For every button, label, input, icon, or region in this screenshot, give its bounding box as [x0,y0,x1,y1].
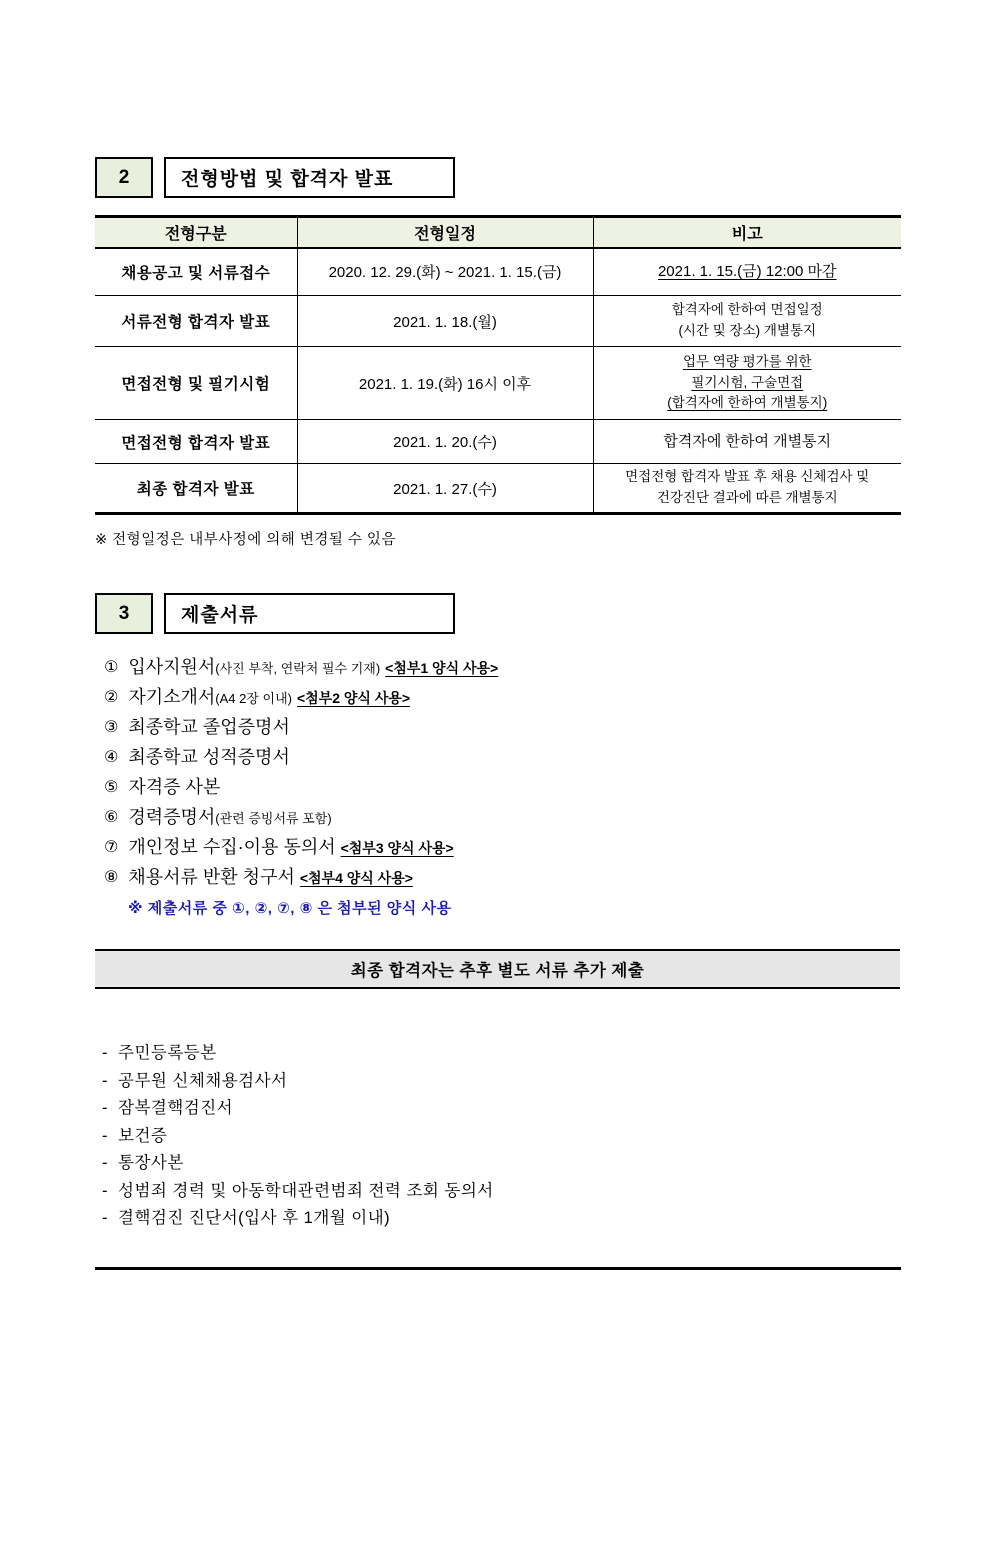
doc-item-4 [104,747,900,769]
dash-marker: - [102,1071,108,1090]
cell-note: 2021. 1. 15.(금) 12:00 마감 [593,248,901,296]
additional-doc-item [102,1123,900,1151]
attached-forms-note: ※ 제출서류 중 ①, ②, ⑦, ⑧ 은 첨부된 양식 사용 [128,900,452,917]
section3-number-badge: 3 [95,593,153,634]
cell-note: 합격자에 한하여 면접일정 (시간 및 장소) 개별통지 [593,296,901,347]
table-row [95,464,901,514]
item-text: 최종학교 성적증명서 [128,747,290,767]
additional-doc-text: 성범죄 경력 및 아동학대관련범죄 전력 조회 동의서 [118,1181,494,1200]
item-text: 경력증명서 [128,807,216,827]
additional-doc-text: 보건증 [118,1126,168,1145]
item-text: 자기소개서 [128,687,216,707]
item-text: 자격증 사본 [128,777,221,797]
doc-item-3 [104,717,900,739]
item-bullet: ③ [104,719,119,736]
dash-marker: - [102,1181,108,1200]
item-bullet: ⑦ [104,839,119,856]
additional-doc-item [102,1205,900,1233]
table-row [95,296,901,347]
section2-title: 전형방법 및 합격자 발표 [164,157,455,198]
col-header-note: 비고 [593,217,901,248]
table-row [95,420,901,464]
dash-marker: - [102,1099,108,1117]
additional-doc-text: 공무원 신체채용검사서 [118,1071,288,1090]
item-subtext: (관련 증빙서류 포함) [215,811,332,826]
cell-schedule: 2021. 1. 27.(수) [297,464,593,514]
submission-doc-list [104,657,900,918]
additional-doc-text: 결핵검진 진단서(입사 후 1개월 이내) [118,1209,391,1227]
doc-item-2 [104,687,900,709]
schedule-footnote: ※ 전형일정은 내부사정에 의해 변경될 수 있음 [95,532,396,548]
item-attachment-note: <첨부4 양식 사용> [299,870,413,886]
doc-item-8 [104,867,900,889]
table-row [95,248,901,296]
cell-schedule: 2021. 1. 20.(수) [297,420,593,464]
additional-doc-text: 잠복결핵검진서 [118,1099,234,1117]
additional-doc-item [102,1178,900,1206]
item-bullet: ① [104,659,119,676]
item-bullet: ② [104,689,119,706]
additional-doc-text: 통장사본 [118,1154,184,1172]
final-pass-banner: 최종 합격자는 추후 별도 서류 추가 제출 [95,949,900,989]
dash-marker: - [102,1044,108,1062]
section3-title: 제출서류 [164,593,455,634]
item-text: 개인정보 수집·이용 동의서 [128,837,336,857]
additional-doc-list [102,1040,900,1233]
selection-schedule-table [95,215,901,515]
dash-marker: - [102,1154,108,1172]
item-attachment-note: <첨부3 양식 사용> [340,840,454,856]
additional-doc-item [102,1068,900,1096]
cell-category: 최종 합격자 발표 [136,481,255,498]
doc-item-7 [104,837,900,859]
item-bullet: ⑥ [104,809,119,826]
item-bullet: ⑤ [104,779,119,796]
item-bullet: ⑧ [104,869,119,886]
cell-category: 면접전형 합격자 발표 [95,420,297,464]
item-subtext: (A4 2장 이내) [215,691,292,706]
cell-schedule: 2021. 1. 19.(화) 16시 이후 [297,347,593,420]
cell-note: 합격자에 한하여 개별통지 [593,420,901,464]
cell-schedule: 2020. 12. 29.(화) ~ 2021. 1. 15.(금) [297,248,593,296]
section3-heading [95,593,900,634]
item-text: 입사지원서 [128,657,216,677]
table-header-row [95,217,901,248]
item-attachment-note: <첨부2 양식 사용> [296,690,411,706]
item-text: 채용서류 반환 청구서 [128,867,295,887]
table-row [95,347,901,420]
additional-doc-item [102,1150,900,1178]
bottom-divider [95,1267,901,1270]
additional-doc-item [102,1040,900,1068]
cell-note: 면접전형 합격자 발표 후 채용 신체검사 및 건강진단 결과에 따른 개별통지 [593,464,901,514]
col-header-category: 전형구분 [95,217,297,248]
dash-marker: - [102,1126,108,1145]
cell-category: 채용공고 및 서류접수 [95,248,297,296]
cell-category: 서류전형 합격자 발표 [95,296,297,347]
cell-schedule: 2021. 1. 18.(월) [297,296,593,347]
section2-heading [95,157,900,198]
item-bullet: ④ [104,749,119,766]
document-page [0,157,992,1270]
item-subtext: (사진 부착, 연락처 필수 기재) [215,661,381,676]
additional-doc-text: 주민등록등본 [118,1044,217,1062]
cell-note: 업무 역량 평가를 위한 필기시험, 구술면접 (합격자에 한하여 개별통지) [593,347,901,420]
additional-doc-item [102,1095,900,1123]
item-attachment-note: <첨부1 양식 사용> [385,660,499,676]
cell-category: 면접전형 및 필기시험 [95,347,297,420]
dash-marker: - [102,1209,108,1227]
section2-number-badge: 2 [95,157,153,198]
doc-item-1 [104,657,900,679]
col-header-schedule: 전형일정 [297,217,593,248]
item-text: 최종학교 졸업증명서 [128,717,290,737]
doc-item-6 [104,807,900,829]
doc-item-5 [104,777,900,799]
